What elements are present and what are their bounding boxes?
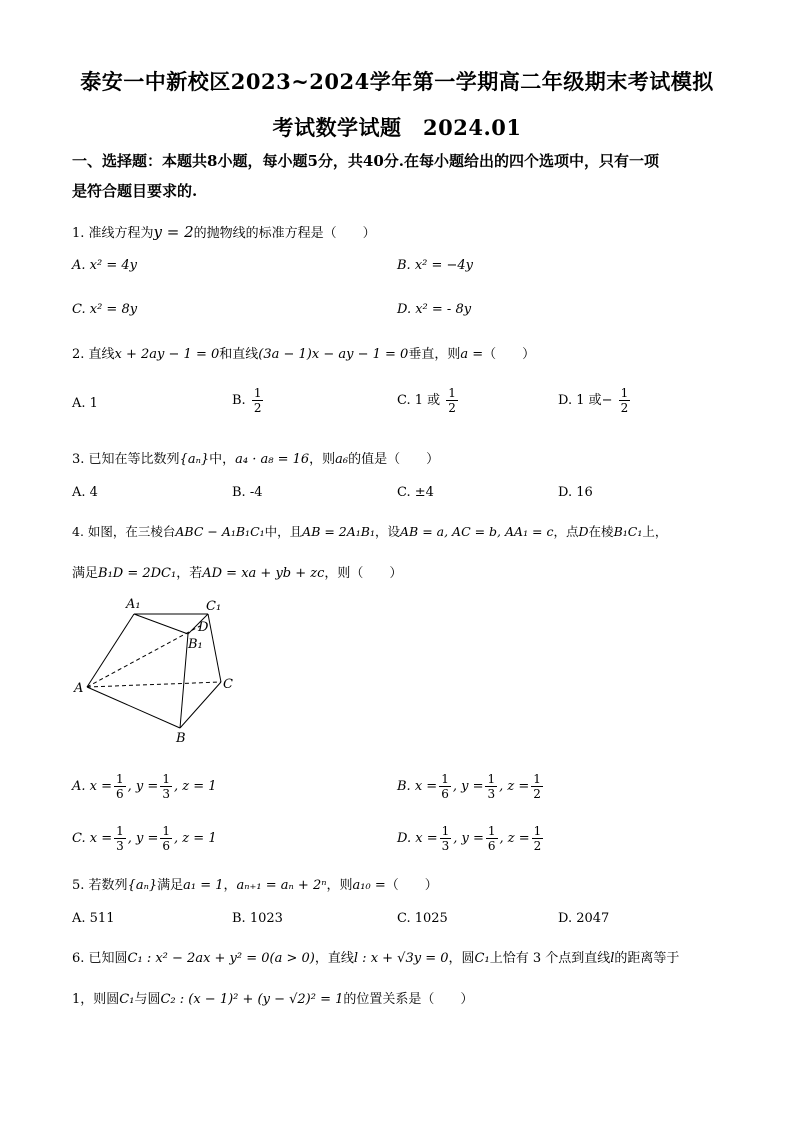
q4-text-8: ，若 [176, 566, 203, 581]
q4-option-b [397, 772, 545, 801]
q5-recurrence: aₙ₊₁ = aₙ + 2ⁿ [236, 878, 327, 893]
section-heading-line1: 一、选择题：本题共8小题，每小题5分，共40分.在每小题给出的四个选项中，只有一项 [72, 152, 659, 170]
q4-option-a-label: A. [72, 779, 86, 794]
q4-point: D [578, 524, 589, 539]
q2-stem-text: 2. 直线 [72, 347, 115, 362]
denominator: 6 [441, 787, 449, 801]
fraction [252, 386, 264, 415]
q3-stem-text-4: 的值是（ ） [348, 452, 440, 467]
q6-circle2: C₂ : (x − 1)² + (y − √2)² = 1 [160, 992, 344, 1007]
q4-text-2: 中，且 [264, 524, 303, 539]
q4-option-d [397, 824, 545, 853]
edge-a1a [87, 614, 134, 687]
fraction [532, 824, 544, 853]
q4-option-c-label: C. [72, 831, 86, 846]
q4-edge: B₁C₁ [613, 524, 643, 539]
label-c1: C₁ [206, 599, 222, 614]
numerator: 1 [162, 772, 170, 786]
q5-option-a: A. 511 [72, 911, 115, 926]
q2-option-d-label: D. 1 或− [558, 393, 613, 408]
q6-text-3: ，圆 [448, 951, 475, 966]
q6-c1b: C₁ [119, 992, 135, 1007]
exam-title-line1: 泰安一中新校区2023~2024学年第一学期高二年级期末考试模拟 [80, 69, 714, 94]
q2-stem-text-2: 和直线 [219, 347, 259, 362]
q4-vectors: AB = a, AC = b, AA₁ = c [400, 524, 554, 539]
q4-ratio: B₁D = 2DC₁ [98, 566, 177, 581]
numerator: 1 [162, 824, 171, 838]
q4-text-3: ，设 [375, 524, 401, 539]
q3-option-b: B. -4 [232, 485, 263, 500]
q6-line: l : x + √3y = 0 [353, 951, 449, 966]
section-heading [72, 146, 722, 206]
question-3-stem [72, 448, 722, 467]
q2-option-b [232, 386, 265, 415]
edge-a1b1 [134, 614, 188, 634]
q4-text-6: 上， [642, 524, 668, 539]
z-eq: , z = [173, 779, 205, 794]
q5-option-d: D. 2047 [558, 911, 610, 926]
q1-option-d: D. x² = - 8y [397, 302, 472, 317]
denominator: 3 [487, 787, 496, 801]
numerator: 1 [533, 824, 542, 838]
exam-title-line2: 考试数学试题 2024.01 [272, 115, 522, 140]
q2-option-c-label: C. 1 或 [397, 393, 441, 408]
question-6-line1 [72, 947, 722, 966]
q1-directrix: y = 2 [153, 223, 194, 241]
q6-l: l [610, 951, 615, 966]
q6-text-8: 的位置关系是（ ） [343, 992, 474, 1007]
q5-stem-text-2: 满足 [157, 878, 184, 893]
q1-stem-text-2: 的抛物线的标准方程是（ ） [193, 226, 376, 241]
q4-text-9: ，则（ ） [324, 566, 403, 581]
q4-text-4: ，点 [553, 524, 579, 539]
denominator: 3 [441, 839, 450, 853]
q4-option-d-label: D. [397, 831, 412, 846]
q2-option-b-label: B. [232, 393, 246, 408]
q4-option-a [72, 772, 217, 801]
fraction [619, 386, 631, 415]
q2-stem-text-4: （ ） [483, 347, 536, 362]
q3-option-d: D. 16 [558, 485, 593, 500]
fraction [486, 824, 498, 853]
value-one: 1 [208, 831, 217, 846]
q2-line1: x + 2ay − 1 = 0 [114, 347, 220, 362]
fraction [439, 772, 451, 801]
denominator: 6 [487, 839, 496, 853]
q5-option-c: C. 1025 [397, 911, 448, 926]
denominator: 2 [253, 401, 262, 415]
q6-text-4: 上恰有 3 个点到直线 [489, 951, 611, 966]
q6-c1: C₁ [474, 951, 490, 966]
q3-target: a₆ [335, 452, 349, 467]
value-one: 1 [208, 779, 217, 794]
edge-bc [180, 682, 221, 728]
fraction [114, 824, 126, 853]
denominator: 2 [533, 839, 542, 853]
q6-text-7: 与圆 [134, 992, 161, 1007]
q2-option-c [397, 386, 460, 415]
y-eq: , y = [453, 831, 484, 846]
question-4-line2 [72, 562, 722, 581]
q4-frustum: ABC − A₁B₁C₁ [175, 524, 265, 539]
q6-circle1: C₁ : x² − 2ax + y² = 0(a > 0) [127, 951, 315, 966]
y-eq: , y = [127, 831, 159, 846]
numerator: 1 [441, 772, 449, 786]
numerator: 1 [116, 772, 124, 786]
q3-stem-text: 3. 已知在等比数列 [72, 452, 180, 467]
numerator: 1 [487, 824, 496, 838]
fraction [446, 386, 458, 415]
q5-stem-text-5: （ ） [385, 878, 438, 893]
edge-ab [87, 687, 180, 728]
fraction [531, 772, 543, 801]
q6-text-6: 1，则圆 [72, 992, 120, 1007]
z-eq: , z = [499, 831, 530, 846]
x-eq: x = [415, 831, 438, 846]
q5-stem-text: 5. 若数列 [72, 878, 128, 893]
numerator: 1 [620, 386, 629, 400]
q2-variable: a = [460, 347, 484, 362]
q6-text: 6. 已知圆 [72, 951, 128, 966]
numerator: 1 [533, 772, 541, 786]
q4-condition: AB = 2A₁B₁ [302, 524, 375, 539]
z-eq: , z = [174, 831, 205, 846]
segment-ad-hidden [87, 626, 200, 687]
q3-stem-text-2: 中， [209, 452, 236, 467]
y-eq: , y = [452, 779, 484, 794]
q3-sequence: {aₙ} [179, 452, 210, 467]
label-b: B [176, 731, 186, 746]
q2-line2: (3a − 1)x − ay − 1 = 0 [258, 347, 409, 362]
q1-option-b: B. x² = −4y [397, 258, 474, 273]
y-eq: , y = [127, 779, 159, 794]
numerator: 1 [116, 824, 124, 838]
numerator: 1 [448, 386, 456, 400]
q3-option-c: C. ±4 [397, 485, 434, 500]
question-4-line1 [72, 522, 722, 540]
x-eq: x = [89, 779, 113, 794]
q2-option-d [558, 386, 632, 415]
label-b1: B₁ [188, 637, 203, 652]
label-c: C [223, 677, 233, 692]
q4-option-b-label: B. [397, 779, 411, 794]
denominator: 2 [533, 787, 541, 801]
x-eq: x = [89, 831, 113, 846]
q2-option-a: A. 1 [72, 396, 98, 411]
q1-option-a: A. x² = 4y [72, 258, 137, 273]
q4-text-5: 在棱 [588, 524, 614, 539]
q4-text: 4. 如图，在三棱台 [72, 524, 176, 539]
denominator: 2 [620, 401, 629, 415]
numerator: 1 [441, 824, 450, 838]
q5-sequence: {aₙ} [127, 878, 158, 893]
x-eq: x = [414, 779, 438, 794]
z-eq: , z = [499, 779, 530, 794]
edge-b1b [180, 634, 188, 728]
label-a1: A₁ [126, 597, 141, 612]
edge-c1c [208, 614, 221, 682]
q5-stem-text-3: ， [223, 878, 237, 893]
q5-target: a₁₀ = [352, 878, 386, 893]
numerator: 1 [487, 772, 496, 786]
q4-text-7: 满足 [72, 566, 99, 581]
q1-option-c: C. x² = 8y [72, 302, 138, 317]
question-5-stem [72, 874, 722, 893]
question-1-stem [72, 222, 722, 241]
fraction [160, 772, 172, 801]
fraction [160, 824, 172, 853]
label-d: D [198, 620, 209, 635]
question-2-stem [72, 343, 722, 362]
denominator: 6 [116, 787, 124, 801]
q6-text-5: 的距离等于 [614, 951, 680, 966]
frustum-figure [72, 596, 252, 746]
q1-stem-text: 1. 准线方程为 [72, 226, 154, 241]
q4-option-c [72, 824, 217, 853]
fraction [440, 824, 452, 853]
q6-text-2: ，直线 [314, 951, 354, 966]
denominator: 3 [162, 787, 170, 801]
q4-expression: AD = xa + yb + zc [202, 566, 325, 581]
edge-ac-hidden [87, 682, 221, 687]
denominator: 2 [448, 401, 456, 415]
fraction [114, 772, 126, 801]
numerator: 1 [253, 386, 262, 400]
denominator: 6 [162, 839, 171, 853]
q5-option-b: B. 1023 [232, 911, 283, 926]
q3-condition: a₄ · a₈ = 16 [235, 452, 310, 467]
label-a: A [74, 681, 84, 696]
question-6-line2 [72, 988, 722, 1007]
section-heading-line2: 是符合题目要求的. [72, 182, 198, 200]
q5-stem-text-4: ，则 [326, 878, 353, 893]
denominator: 3 [116, 839, 124, 853]
q3-stem-text-3: ，则 [309, 452, 336, 467]
fraction [485, 772, 497, 801]
q5-initial: a₁ = 1 [183, 878, 224, 893]
q3-option-a: A. 4 [72, 485, 98, 500]
q2-stem-text-3: 垂直，则 [408, 347, 461, 362]
